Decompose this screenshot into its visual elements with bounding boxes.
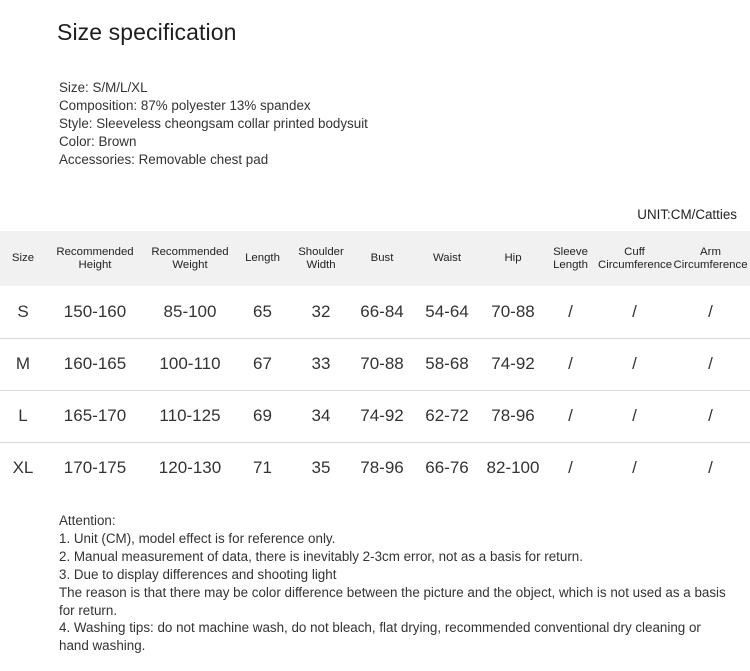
cell-shoulder: 34 — [311, 406, 331, 425]
cell-cuff: / — [632, 354, 637, 373]
cell-height: 160-165 — [63, 354, 127, 373]
cell-weight: 120-130 — [158, 458, 222, 478]
table-row — [0, 442, 750, 494]
spec-accessories: Accessories: Removable chest pad — [59, 152, 269, 167]
product-specs — [59, 79, 368, 169]
header-shoulder-width: Shoulder Width — [298, 245, 344, 271]
cell-size: S — [17, 301, 29, 321]
note-item: 4. Washing tips: do not machine wash, do not bleach, flat drying, recommended conventional dry cleaning or hand washing. — [59, 620, 701, 654]
cell-size: L — [18, 406, 28, 425]
cell-bust: 74-92 — [360, 406, 404, 425]
cell-sleeve: / — [568, 406, 573, 425]
cell-arm: / — [708, 458, 713, 478]
cell-waist: 62-72 — [425, 406, 469, 425]
cell-cuff: / — [632, 406, 637, 425]
spec-composition: Composition: 87% polyester 13% spandex — [59, 98, 311, 113]
cell-arm: / — [708, 354, 713, 373]
cell-weight: 100-110 — [159, 354, 221, 373]
cell-height: 165-170 — [63, 406, 127, 425]
header-size: Size — [11, 252, 35, 264]
cell-bust: 66-84 — [360, 301, 404, 321]
cell-shoulder: 32 — [311, 301, 331, 321]
cell-size: XL — [12, 458, 34, 478]
cell-length: 69 — [253, 406, 272, 425]
cell-bust: 70-88 — [360, 354, 404, 373]
cell-hip: 70-88 — [491, 301, 535, 321]
cell-waist: 58-68 — [425, 354, 469, 373]
cell-arm: / — [708, 301, 713, 321]
cell-weight: 85-100 — [163, 301, 217, 321]
table-row — [0, 286, 750, 338]
header-bust: Bust — [370, 252, 394, 264]
header-arm-circumference: Arm Circumference — [673, 245, 748, 271]
cell-arm: / — [708, 406, 713, 425]
cell-bust: 78-96 — [360, 458, 404, 478]
cell-shoulder: 35 — [311, 458, 331, 478]
spec-size: Size: S/M/L/XL — [59, 80, 148, 95]
cell-shoulder: 33 — [311, 354, 331, 373]
unit-label: UNIT:CM/Catties — [637, 207, 737, 222]
cell-sleeve: / — [568, 458, 573, 478]
attention-notes — [59, 512, 729, 655]
table-header-row — [0, 231, 750, 286]
cell-cuff: / — [632, 301, 637, 321]
spec-style: Style: Sleeveless cheongsam collar printed bodysuit — [59, 116, 368, 131]
notes-heading: Attention: — [59, 513, 116, 528]
cell-hip: 82-100 — [486, 458, 540, 478]
note-item: 3. Due to display differences and shooting light — [59, 566, 337, 582]
note-item: 1. Unit (CM), model effect is for reference only. — [59, 530, 336, 546]
header-cuff-circumference: Cuff Circumference — [598, 245, 673, 271]
cell-hip: 78-96 — [491, 406, 535, 425]
header-sleeve-length: Sleeve Length — [553, 245, 588, 271]
table-row — [0, 338, 750, 390]
cell-length: 65 — [253, 301, 272, 321]
cell-length: 67 — [253, 354, 272, 373]
header-recommended-weight: Recommended Weight — [151, 245, 229, 271]
header-waist: Waist — [432, 252, 462, 264]
cell-sleeve: / — [568, 354, 573, 373]
note-item: 2. Manual measurement of data, there is inevitably 2-3cm error, not as a basis for return. — [59, 548, 583, 564]
cell-weight: 110-125 — [159, 406, 221, 425]
page-title: Size specification — [57, 19, 237, 45]
cell-length: 71 — [253, 458, 272, 478]
size-table — [0, 231, 750, 494]
table-row — [0, 390, 750, 442]
cell-size: M — [15, 354, 31, 373]
cell-cuff: / — [632, 458, 637, 478]
header-length: Length — [245, 252, 280, 264]
spec-color: Color: Brown — [59, 134, 137, 149]
cell-waist: 54-64 — [425, 301, 469, 321]
header-hip: Hip — [504, 252, 522, 264]
note-item: The reason is that there may be color difference between the picture and the object, which is not used as a basis for return. — [59, 584, 726, 618]
cell-sleeve: / — [568, 301, 573, 321]
cell-height: 170-175 — [63, 458, 127, 478]
cell-height: 150-160 — [63, 301, 127, 321]
cell-hip: 74-92 — [491, 354, 535, 373]
cell-waist: 66-76 — [425, 458, 469, 478]
header-recommended-height: Recommended Height — [56, 245, 134, 271]
